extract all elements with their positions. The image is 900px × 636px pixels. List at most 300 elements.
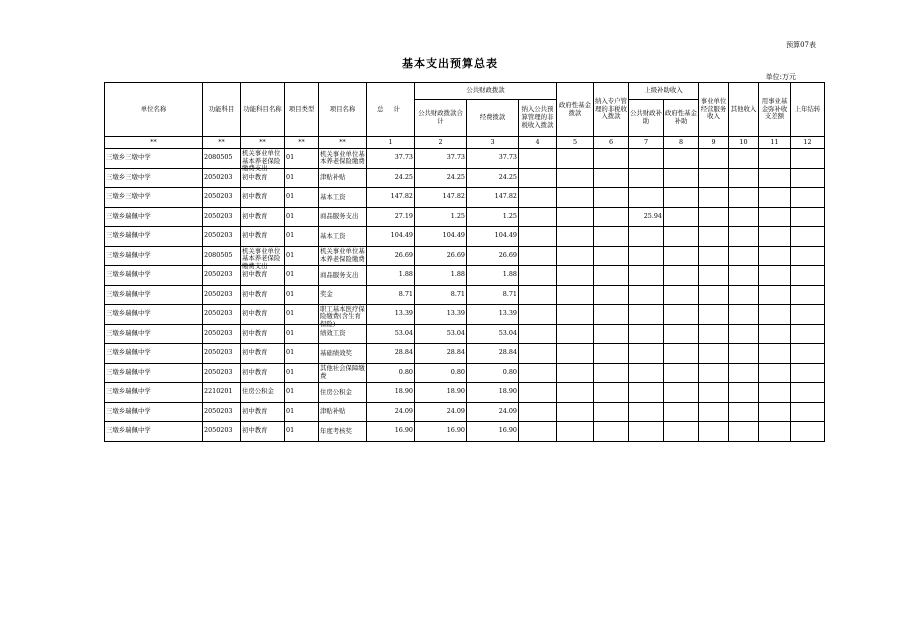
- col-number: 2: [415, 137, 467, 149]
- func-name-cell-text: 初中教育: [242, 211, 268, 220]
- business-income-cell: [699, 383, 729, 403]
- unit-name-cell: [105, 383, 203, 403]
- unit-name-cell-text: 三墩乡三墩中学: [106, 172, 151, 181]
- func-name-cell: [241, 246, 285, 270]
- header-fund-allocation: 经费拨款: [467, 100, 519, 137]
- header-item-type: 项目类型: [285, 83, 319, 137]
- header-superior-subsidy: 上级补助收入: [629, 83, 699, 100]
- func-name-cell: [241, 285, 285, 305]
- func-name-cell-text: 初中教育: [242, 289, 268, 298]
- item-type-cell-text: 01: [286, 172, 295, 181]
- form-number: 预算07表: [786, 41, 816, 49]
- unit-name-cell: [105, 227, 203, 247]
- fund-allocation-cell: [467, 285, 519, 305]
- last-year-carry-cell: [791, 207, 825, 227]
- item-type-cell-text: 01: [286, 211, 295, 220]
- last-year-carry-cell: [791, 324, 825, 344]
- marker-cell: **: [319, 137, 367, 149]
- total-cell-text: 104.49: [390, 231, 413, 240]
- table-row: [105, 227, 825, 247]
- fund-allocation-cell-text: 1.88: [502, 270, 517, 279]
- col-number: 10: [729, 137, 759, 149]
- unit-name-cell-text: 三墩乡瑞佩中学: [106, 406, 151, 415]
- func-code-cell-text: 2050203: [204, 192, 233, 201]
- header-superior-public: 公共财政补助: [629, 100, 664, 137]
- fund-allocation-cell-text: 1.25: [502, 211, 517, 220]
- item-type-cell: [285, 422, 319, 442]
- item-type-cell-text: 01: [286, 309, 295, 318]
- nontax-budget-cell: [519, 383, 557, 403]
- unit-name-cell: [105, 363, 203, 383]
- public-finance-total-cell-text: 18.90: [446, 387, 465, 396]
- table-row: [105, 207, 825, 227]
- last-year-carry-cell: [791, 363, 825, 383]
- fund-allocation-cell-text: 104.49: [494, 231, 517, 240]
- unit-name-cell: [105, 207, 203, 227]
- func-code-cell: [203, 285, 241, 305]
- special-account-cell: [594, 207, 629, 227]
- total-cell-text: 147.82: [390, 192, 413, 201]
- public-finance-total-cell-text: 147.82: [442, 192, 465, 201]
- business-income-cell: [699, 227, 729, 247]
- item-name-cell: [319, 266, 367, 286]
- item-name-cell: [319, 207, 367, 227]
- fund-allocation-cell: [467, 227, 519, 247]
- fund-allocation-cell: [467, 266, 519, 286]
- fund-allocation-cell-text: 18.90: [498, 387, 517, 396]
- item-type-cell-text: 01: [286, 426, 295, 435]
- func-code-cell: [203, 227, 241, 247]
- col-number: 6: [594, 137, 629, 149]
- unit-name-cell: [105, 305, 203, 325]
- fund-allocation-cell: [467, 207, 519, 227]
- func-code-cell: [203, 422, 241, 442]
- unit-name-cell: [105, 188, 203, 208]
- func-name-cell-text: 初中教育: [242, 348, 268, 357]
- business-income-cell: [699, 149, 729, 169]
- public-finance-total-cell: [415, 168, 467, 188]
- item-name-cell: [319, 168, 367, 188]
- item-name-cell: [319, 402, 367, 422]
- header-last-year-carry: 上年结转: [791, 83, 825, 137]
- public-finance-total-cell: [415, 324, 467, 344]
- superior-gov-fund-cell: [664, 207, 699, 227]
- item-name-cell: [319, 363, 367, 383]
- fund-allocation-cell-text: 16.90: [498, 426, 517, 435]
- total-cell: [367, 188, 415, 208]
- public-finance-total-cell-text: 24.25: [446, 172, 465, 181]
- table-row: [105, 168, 825, 188]
- superior-public-cell: [629, 246, 664, 266]
- table-row: [105, 402, 825, 422]
- item-type-cell: [285, 207, 319, 227]
- public-finance-total-cell: [415, 149, 467, 169]
- header-other-income: 其他收入: [729, 83, 759, 137]
- fund-allocation-cell-text: 147.82: [494, 192, 517, 201]
- superior-gov-fund-cell: [664, 363, 699, 383]
- item-type-cell-text: 01: [286, 231, 295, 240]
- superior-public-cell: [629, 149, 664, 169]
- last-year-carry-cell: [791, 422, 825, 442]
- item-name-cell: [319, 149, 367, 169]
- unit-name-cell-text: 三墩乡瑞佩中学: [106, 231, 151, 240]
- fund-supplement-cell: [759, 168, 791, 188]
- header-fund-supplement: 用事业基金弥补收支差额: [759, 83, 791, 137]
- nontax-budget-cell: [519, 363, 557, 383]
- fund-supplement-cell: [759, 285, 791, 305]
- gov-fund-cell: [557, 149, 594, 169]
- table-row: [105, 344, 825, 364]
- func-name-cell: [241, 344, 285, 364]
- nontax-budget-cell: [519, 227, 557, 247]
- gov-fund-cell: [557, 227, 594, 247]
- unit-name-cell-text: 三墩乡瑞佩中学: [106, 270, 151, 279]
- column-number-row: [105, 137, 825, 149]
- gov-fund-cell: [557, 168, 594, 188]
- fund-allocation-cell: [467, 422, 519, 442]
- other-income-cell: [729, 285, 759, 305]
- col-number: 12: [791, 137, 825, 149]
- superior-public-cell: [629, 383, 664, 403]
- col-number: 11: [759, 137, 791, 149]
- item-type-cell-text: 01: [286, 289, 295, 298]
- business-income-cell: [699, 305, 729, 325]
- fund-allocation-cell: [467, 363, 519, 383]
- business-income-cell: [699, 207, 729, 227]
- last-year-carry-cell: [791, 246, 825, 266]
- col-number: 3: [467, 137, 519, 149]
- func-code-cell: [203, 168, 241, 188]
- total-cell-text: 8.71: [398, 289, 413, 298]
- total-cell-text: 37.73: [394, 153, 413, 162]
- gov-fund-cell: [557, 383, 594, 403]
- func-name-cell-text: 初中教育: [242, 367, 268, 376]
- total-cell: [367, 149, 415, 169]
- func-name-cell-text: 初中教育: [242, 309, 268, 318]
- unit-name-cell-text: 三墩乡三墩中学: [106, 192, 151, 201]
- special-account-cell: [594, 168, 629, 188]
- total-cell-text: 16.90: [394, 426, 413, 435]
- fund-allocation-cell-text: 13.39: [498, 309, 517, 318]
- superior-public-cell: [629, 344, 664, 364]
- func-code-cell-text: 2050203: [204, 367, 233, 376]
- item-name-cell-text: 商品服务支出: [320, 270, 359, 279]
- func-code-cell: [203, 324, 241, 344]
- item-type-cell-text: 01: [286, 406, 295, 415]
- public-finance-total-cell-text: 8.71: [450, 289, 465, 298]
- special-account-cell: [594, 246, 629, 266]
- func-code-cell-text: 2050203: [204, 231, 233, 240]
- nontax-budget-cell: [519, 285, 557, 305]
- public-finance-total-cell: [415, 383, 467, 403]
- total-cell: [367, 227, 415, 247]
- item-name-cell-text: 津贴补贴: [320, 173, 346, 182]
- gov-fund-cell: [557, 324, 594, 344]
- table-row: [105, 266, 825, 286]
- item-type-cell: [285, 227, 319, 247]
- fund-allocation-cell: [467, 188, 519, 208]
- total-cell-text: 24.09: [394, 406, 413, 415]
- col-number: 8: [664, 137, 699, 149]
- other-income-cell: [729, 402, 759, 422]
- public-finance-total-cell-text: 37.73: [446, 153, 465, 162]
- col-number: 1: [367, 137, 415, 149]
- superior-public-cell-text: 25.94: [643, 211, 662, 220]
- unit-name-cell-text: 三墩乡瑞佩中学: [106, 328, 151, 337]
- unit-name-cell-text: 三墩乡瑞佩中学: [106, 387, 151, 396]
- item-name-cell-text: 住房公积金: [320, 387, 352, 396]
- item-name-cell-text: 津贴补贴: [320, 407, 346, 416]
- other-income-cell: [729, 188, 759, 208]
- func-name-cell: [241, 363, 285, 383]
- item-type-cell-text: 01: [286, 328, 295, 337]
- total-cell-text: 1.88: [398, 270, 413, 279]
- last-year-carry-cell: [791, 383, 825, 403]
- table-row: [105, 246, 825, 266]
- gov-fund-cell: [557, 246, 594, 266]
- func-code-cell: [203, 402, 241, 422]
- unit-name-cell: [105, 246, 203, 266]
- fund-supplement-cell: [759, 363, 791, 383]
- header-special-account: 纳入专户管理的非税收入拨款: [594, 83, 629, 137]
- gov-fund-cell: [557, 402, 594, 422]
- total-cell-text: 28.84: [394, 348, 413, 357]
- item-type-cell: [285, 402, 319, 422]
- header-unit-name: 单位名称: [105, 83, 203, 137]
- item-type-cell: [285, 363, 319, 383]
- last-year-carry-cell: [791, 266, 825, 286]
- total-cell: [367, 168, 415, 188]
- public-finance-total-cell: [415, 266, 467, 286]
- business-income-cell: [699, 344, 729, 364]
- total-cell: [367, 402, 415, 422]
- last-year-carry-cell: [791, 344, 825, 364]
- marker-cell: **: [105, 137, 203, 149]
- special-account-cell: [594, 285, 629, 305]
- gov-fund-cell: [557, 207, 594, 227]
- item-type-cell: [285, 383, 319, 403]
- superior-public-cell: [629, 324, 664, 344]
- item-name-cell-text: 商品服务支出: [320, 212, 359, 221]
- total-cell: [367, 324, 415, 344]
- nontax-budget-cell: [519, 422, 557, 442]
- superior-gov-fund-cell: [664, 246, 699, 266]
- unit-name-cell-text: 三墩乡瑞佩中学: [106, 309, 151, 318]
- last-year-carry-cell: [791, 168, 825, 188]
- public-finance-total-cell: [415, 207, 467, 227]
- public-finance-total-cell: [415, 305, 467, 325]
- item-name-cell: [319, 285, 367, 305]
- public-finance-total-cell-text: 26.69: [446, 250, 465, 259]
- business-income-cell: [699, 246, 729, 266]
- superior-gov-fund-cell: [664, 188, 699, 208]
- fund-allocation-cell-text: 8.71: [502, 289, 517, 298]
- total-cell: [367, 285, 415, 305]
- superior-public-cell: [629, 422, 664, 442]
- nontax-budget-cell: [519, 305, 557, 325]
- item-name-cell-text: 机关事业单位基本养老保险缴费: [320, 149, 365, 166]
- public-finance-total-cell-text: 1.88: [450, 270, 465, 279]
- item-name-cell: [319, 246, 367, 266]
- gov-fund-cell: [557, 363, 594, 383]
- other-income-cell: [729, 344, 759, 364]
- business-income-cell: [699, 188, 729, 208]
- total-cell: [367, 422, 415, 442]
- superior-gov-fund-cell: [664, 227, 699, 247]
- unit-name-cell: [105, 402, 203, 422]
- superior-public-cell: [629, 402, 664, 422]
- nontax-budget-cell: [519, 344, 557, 364]
- public-finance-total-cell: [415, 363, 467, 383]
- special-account-cell: [594, 227, 629, 247]
- superior-public-cell: [629, 227, 664, 247]
- func-name-cell: [241, 207, 285, 227]
- fund-supplement-cell: [759, 149, 791, 169]
- special-account-cell: [594, 422, 629, 442]
- nontax-budget-cell: [519, 207, 557, 227]
- func-code-cell-text: 2050203: [204, 406, 233, 415]
- fund-allocation-cell-text: 26.69: [498, 250, 517, 259]
- marker-cell: **: [241, 137, 285, 149]
- func-name-cell-text: 机关事业单位基本养老保险缴费支出: [242, 149, 281, 173]
- item-type-cell: [285, 246, 319, 266]
- fund-allocation-cell: [467, 402, 519, 422]
- other-income-cell: [729, 305, 759, 325]
- superior-gov-fund-cell: [664, 149, 699, 169]
- func-code-cell-text: 2050203: [204, 328, 233, 337]
- gov-fund-cell: [557, 305, 594, 325]
- unit-name-cell: [105, 324, 203, 344]
- special-account-cell: [594, 344, 629, 364]
- func-code-cell: [203, 266, 241, 286]
- superior-public-cell: [629, 188, 664, 208]
- unit-name-cell-text: 三墩乡瑞佩中学: [106, 426, 151, 435]
- item-type-cell: [285, 305, 319, 325]
- nontax-budget-cell: [519, 402, 557, 422]
- nontax-budget-cell: [519, 266, 557, 286]
- total-cell: [367, 207, 415, 227]
- item-name-cell-text: 奖金: [320, 290, 333, 299]
- total-cell-text: 13.39: [394, 309, 413, 318]
- fund-allocation-cell-text: 28.84: [498, 348, 517, 357]
- func-name-cell: [241, 324, 285, 344]
- func-code-cell: [203, 149, 241, 169]
- special-account-cell: [594, 266, 629, 286]
- superior-gov-fund-cell: [664, 285, 699, 305]
- fund-supplement-cell: [759, 227, 791, 247]
- total-cell: [367, 266, 415, 286]
- nontax-budget-cell: [519, 246, 557, 266]
- fund-supplement-cell: [759, 207, 791, 227]
- fund-supplement-cell: [759, 402, 791, 422]
- fund-supplement-cell: [759, 266, 791, 286]
- unit-name-cell-text: 三墩乡三墩中学: [106, 153, 151, 162]
- total-cell-text: 24.25: [394, 172, 413, 181]
- unit-name-cell: [105, 422, 203, 442]
- fund-allocation-cell: [467, 246, 519, 266]
- fund-supplement-cell: [759, 422, 791, 442]
- item-type-cell-text: 01: [286, 348, 295, 357]
- table-row: [105, 383, 825, 403]
- func-code-cell-text: 2050203: [204, 270, 233, 279]
- other-income-cell: [729, 246, 759, 266]
- public-finance-total-cell: [415, 246, 467, 266]
- total-cell-text: 27.19: [394, 211, 413, 220]
- item-type-cell-text: 01: [286, 250, 295, 259]
- item-name-cell-text: 年度考核奖: [320, 426, 352, 435]
- public-finance-total-cell: [415, 285, 467, 305]
- unit-name-cell-text: 三墩乡瑞佩中学: [106, 250, 151, 259]
- superior-gov-fund-cell: [664, 402, 699, 422]
- unit-name-cell-text: 三墩乡瑞佩中学: [106, 211, 151, 220]
- total-cell-text: 18.90: [394, 387, 413, 396]
- public-finance-total-cell: [415, 344, 467, 364]
- item-type-cell-text: 01: [286, 387, 295, 396]
- business-income-cell: [699, 266, 729, 286]
- last-year-carry-cell: [791, 402, 825, 422]
- last-year-carry-cell: [791, 227, 825, 247]
- marker-cell: **: [285, 137, 319, 149]
- business-income-cell: [699, 168, 729, 188]
- other-income-cell: [729, 149, 759, 169]
- public-finance-total-cell: [415, 402, 467, 422]
- superior-gov-fund-cell: [664, 168, 699, 188]
- item-name-cell: [319, 422, 367, 442]
- func-code-cell: [203, 344, 241, 364]
- item-type-cell: [285, 168, 319, 188]
- business-income-cell: [699, 422, 729, 442]
- func-code-cell: [203, 363, 241, 383]
- public-finance-total-cell-text: 16.90: [446, 426, 465, 435]
- fund-allocation-cell-text: 0.80: [502, 367, 517, 376]
- func-name-cell-text: 初中教育: [242, 172, 268, 181]
- func-name-cell-text: 初中教育: [242, 231, 268, 240]
- superior-gov-fund-cell: [664, 383, 699, 403]
- func-name-cell: [241, 383, 285, 403]
- superior-public-cell: [629, 168, 664, 188]
- superior-public-cell: [629, 363, 664, 383]
- header-func-code: 功能科目: [203, 83, 241, 137]
- fund-allocation-cell-text: 24.25: [498, 172, 517, 181]
- business-income-cell: [699, 285, 729, 305]
- public-finance-total-cell-text: 24.09: [446, 406, 465, 415]
- special-account-cell: [594, 305, 629, 325]
- func-code-cell: [203, 383, 241, 403]
- item-name-cell-text: 基本工资: [320, 231, 346, 240]
- fund-allocation-cell: [467, 305, 519, 325]
- func-code-cell: [203, 246, 241, 266]
- item-type-cell-text: 01: [286, 153, 295, 162]
- fund-allocation-cell-text: 37.73: [498, 153, 517, 162]
- header-nontax-budget: 纳入公共预算管理的非税收入拨款: [519, 100, 557, 137]
- col-number: 4: [519, 137, 557, 149]
- public-finance-total-cell: [415, 422, 467, 442]
- fund-allocation-cell: [467, 149, 519, 169]
- total-cell: [367, 246, 415, 266]
- superior-gov-fund-cell: [664, 324, 699, 344]
- func-name-cell: [241, 422, 285, 442]
- header-row-1: [105, 83, 825, 100]
- table-row: [105, 324, 825, 344]
- item-name-cell-text: 机关事业单位基本养老保险缴费: [320, 247, 365, 263]
- func-name-cell: [241, 305, 285, 325]
- unit-name-cell: [105, 168, 203, 188]
- header-public-finance: 公共财政拨款: [415, 83, 557, 100]
- other-income-cell: [729, 383, 759, 403]
- unit-name-cell: [105, 344, 203, 364]
- business-income-cell: [699, 363, 729, 383]
- superior-public-cell: [629, 285, 664, 305]
